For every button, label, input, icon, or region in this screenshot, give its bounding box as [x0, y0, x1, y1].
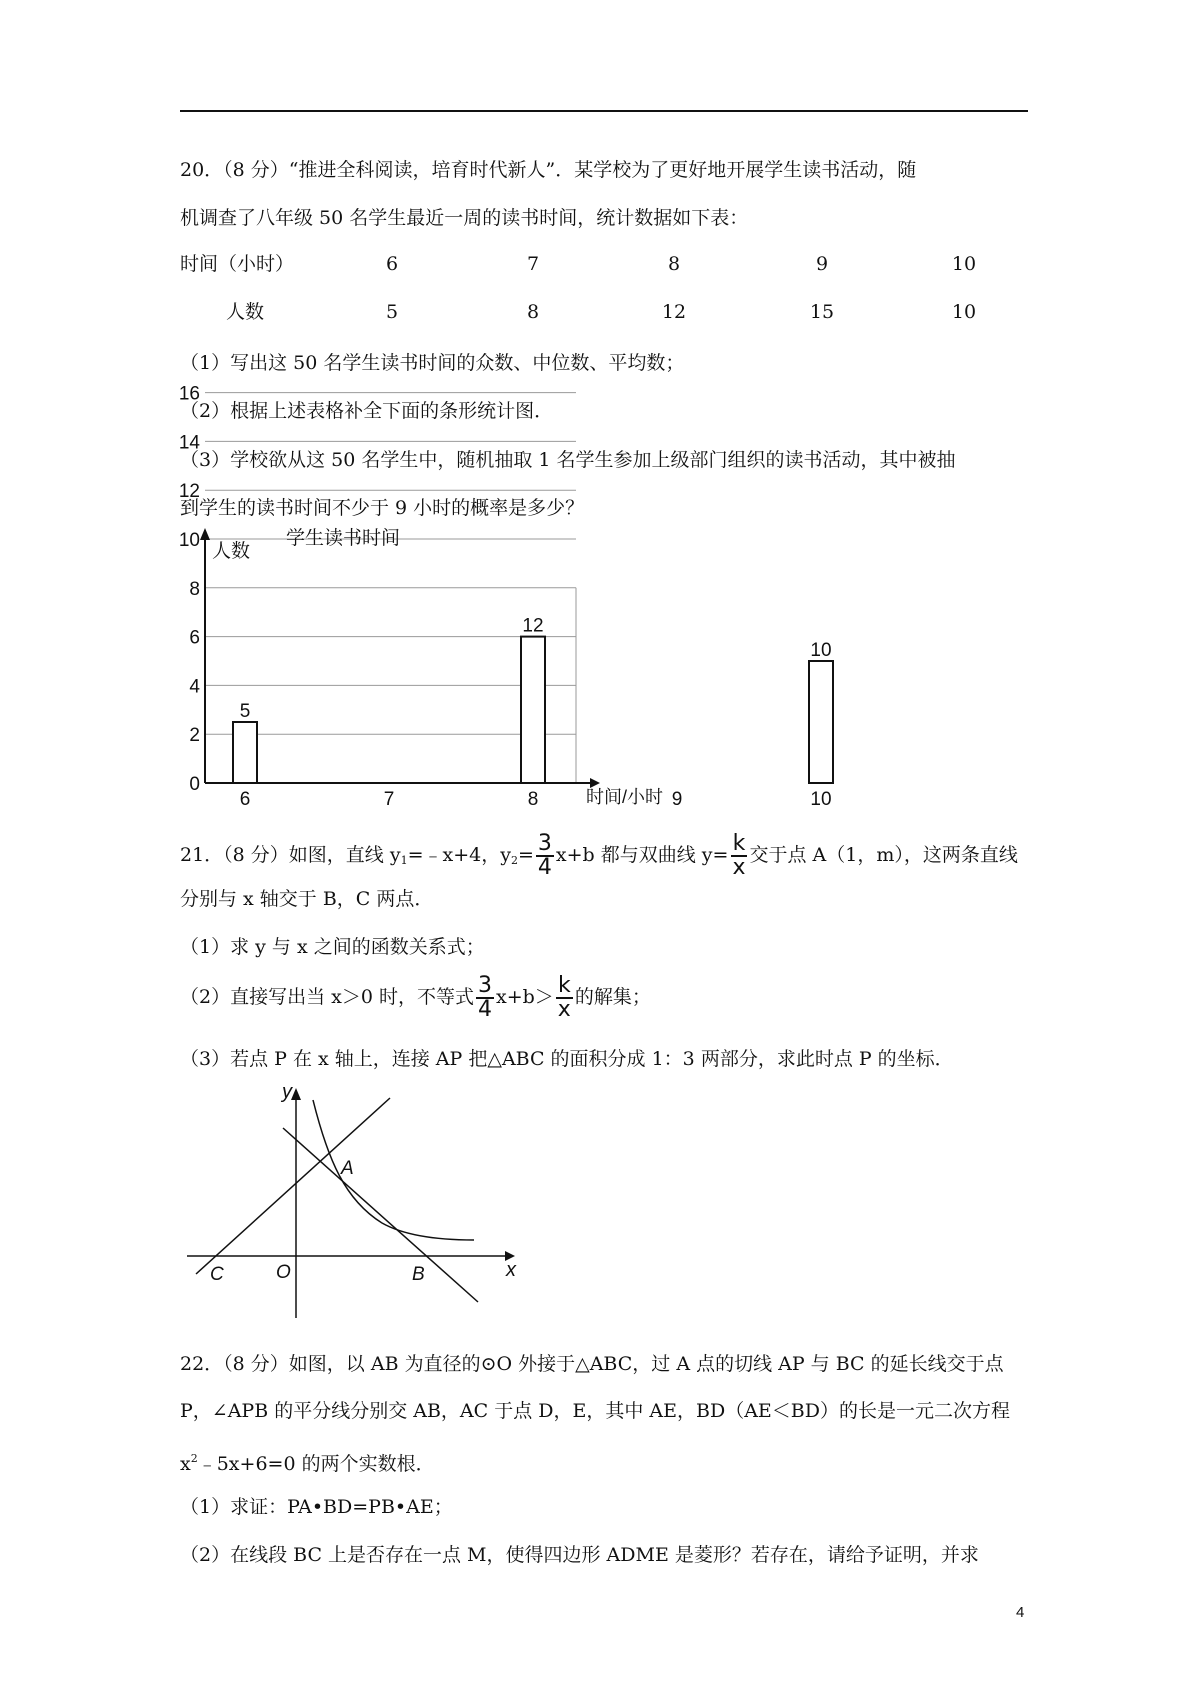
table-count-cell: 8 [526, 301, 540, 323]
table-count-cell: 12 [661, 301, 687, 323]
q22-line2: P，∠APB 的平分线分别交 AB，AC 于点 D，E，其中 AE，BD（AE＜BD）的长是一元二次方程 [180, 1400, 1010, 1422]
q22-line3 [180, 1447, 435, 1476]
q20-part1: （1）写出这 50 名学生读书时间的众数、中位数、平均数； [180, 352, 685, 374]
q21-part2-text-a: （2）直接写出当 x＞0 时，不等式 [180, 986, 474, 1008]
q21-text-a: 21．（8 分）如图，直线 y [180, 844, 401, 866]
q20-line2: 机调查了八年级 50 名学生最近一周的读书时间，统计数据如下表： [180, 207, 749, 229]
figure-y-arrow [291, 1088, 301, 1100]
q21-part2-text-c: 的解集； [574, 986, 651, 1008]
fraction-numerator: k [732, 831, 746, 856]
fraction-denominator: 4 [477, 997, 492, 1022]
y-tick-label: 12 [178, 481, 200, 503]
chart-x-label: 时间/小时 [586, 787, 664, 807]
x-tick-label: 9 [671, 789, 683, 810]
line-y2 [196, 1098, 390, 1274]
y-tick-label: 0 [189, 774, 200, 795]
q20-part3-line2: 到学生的读书时间不少于 9 小时的概率是多少？ [180, 497, 585, 519]
q21-text-b: =﹣x+4，y [407, 844, 511, 866]
q20-part2: （2）根据上述表格补全下面的条形统计图． [180, 400, 554, 422]
x-tick-label: 6 [239, 789, 251, 810]
bar-value-label: 5 [239, 701, 251, 722]
fraction-denominator: x [557, 997, 571, 1022]
q21-text-d: x+b 都与双曲线 y= [555, 844, 729, 866]
y-tick-label: 14 [178, 432, 200, 454]
q21-part2-text-b: x+b＞ [495, 986, 554, 1008]
q22-part2: （2）在线段 BC 上是否存在一点 M，使得四边形 ADME 是菱形？若存在，请给予证明，并求 [180, 1544, 979, 1566]
figure-label-b: B [412, 1264, 425, 1285]
table-hour-cell: 10 [951, 253, 977, 275]
q20-part3-line1: （3）学校欲从这 50 名学生中，随机抽取 1 名学生参加上级部门组织的读书活动，其中被抽 [180, 449, 956, 471]
table-row2-label: 人数 [226, 301, 265, 323]
q21-part3: （3）若点 P 在 x 轴上，连接 AP 把△ABC 的面积分成 1：3 两部分，求此时点 P 的坐标． [180, 1048, 954, 1070]
table-hour-cell: 8 [667, 253, 681, 275]
table-hour-cell: 6 [385, 253, 399, 275]
q22-part1: （1）求证：PA•BD=PB•AE； [180, 1496, 453, 1518]
y-tick-label: 16 [178, 383, 200, 405]
q21-subscript-2: 2 [510, 854, 518, 867]
chart-title: 学生读书时间 [286, 528, 401, 549]
q21-text-c: = [517, 844, 534, 866]
chart-y-label: 人数 [212, 541, 251, 562]
bar-value-label: 12 [522, 615, 544, 637]
q22-line1: 22．（8 分）如图，以 AB 为直径的⊙O 外接于△ABC，过 A 点的切线 AP 与 BC 的延长线交于点 [180, 1353, 1004, 1375]
table-hour-cell: 9 [815, 253, 829, 275]
fraction-denominator: x [732, 855, 746, 880]
y-tick-label: 10 [178, 530, 200, 551]
figure-label-c: C [210, 1264, 224, 1285]
table-count-cell: 5 [385, 301, 399, 323]
y-tick-label: 8 [189, 578, 200, 600]
table-hour-cell: 7 [526, 253, 540, 275]
q21-part1: （1）求 y 与 x 之间的函数关系式； [180, 936, 485, 958]
table-count-cell: 15 [809, 301, 835, 323]
hyperbola-curve [313, 1100, 474, 1240]
q22-var-x: x [180, 1453, 191, 1475]
table-count-cell: 10 [951, 301, 977, 323]
q22-line3-text: ﹣5x+6=0 的两个实数根． [197, 1453, 435, 1475]
y-tick-label: 6 [189, 627, 200, 649]
q21-subscript-1: 1 [400, 854, 408, 867]
figure-label-a: A [341, 1158, 354, 1179]
bar-value-label: 10 [810, 640, 832, 661]
q20-line1: 20．（8 分）“推进全科阅读，培育时代新人”．某学校为了更好地开展学生读书活动，随 [180, 159, 917, 181]
x-tick-label: 10 [810, 789, 832, 810]
figure-label-o: O [276, 1262, 291, 1283]
q21-line2: 分别与 x 轴交于 B，C 两点． [180, 888, 434, 910]
q21-text-e: 交于点 A（1，m），这两条直线 [749, 844, 1018, 866]
fraction-numerator: k [557, 973, 571, 998]
fraction-numerator: 3 [477, 973, 492, 998]
y-tick-label: 4 [189, 676, 200, 698]
page-number: 4 [1016, 1604, 1025, 1621]
q22-superscript-2: 2 [190, 1452, 198, 1465]
line-y1 [283, 1128, 478, 1302]
fraction-denominator: 4 [537, 855, 552, 880]
x-tick-label: 8 [527, 789, 539, 810]
table-row1-label: 时间（小时） [180, 253, 295, 275]
figure-label-y: y [282, 1081, 292, 1103]
y-tick-label: 2 [189, 725, 200, 747]
fraction-numerator: 3 [537, 831, 552, 856]
x-tick-label: 7 [383, 789, 395, 810]
figure-label-x: x [506, 1259, 516, 1281]
